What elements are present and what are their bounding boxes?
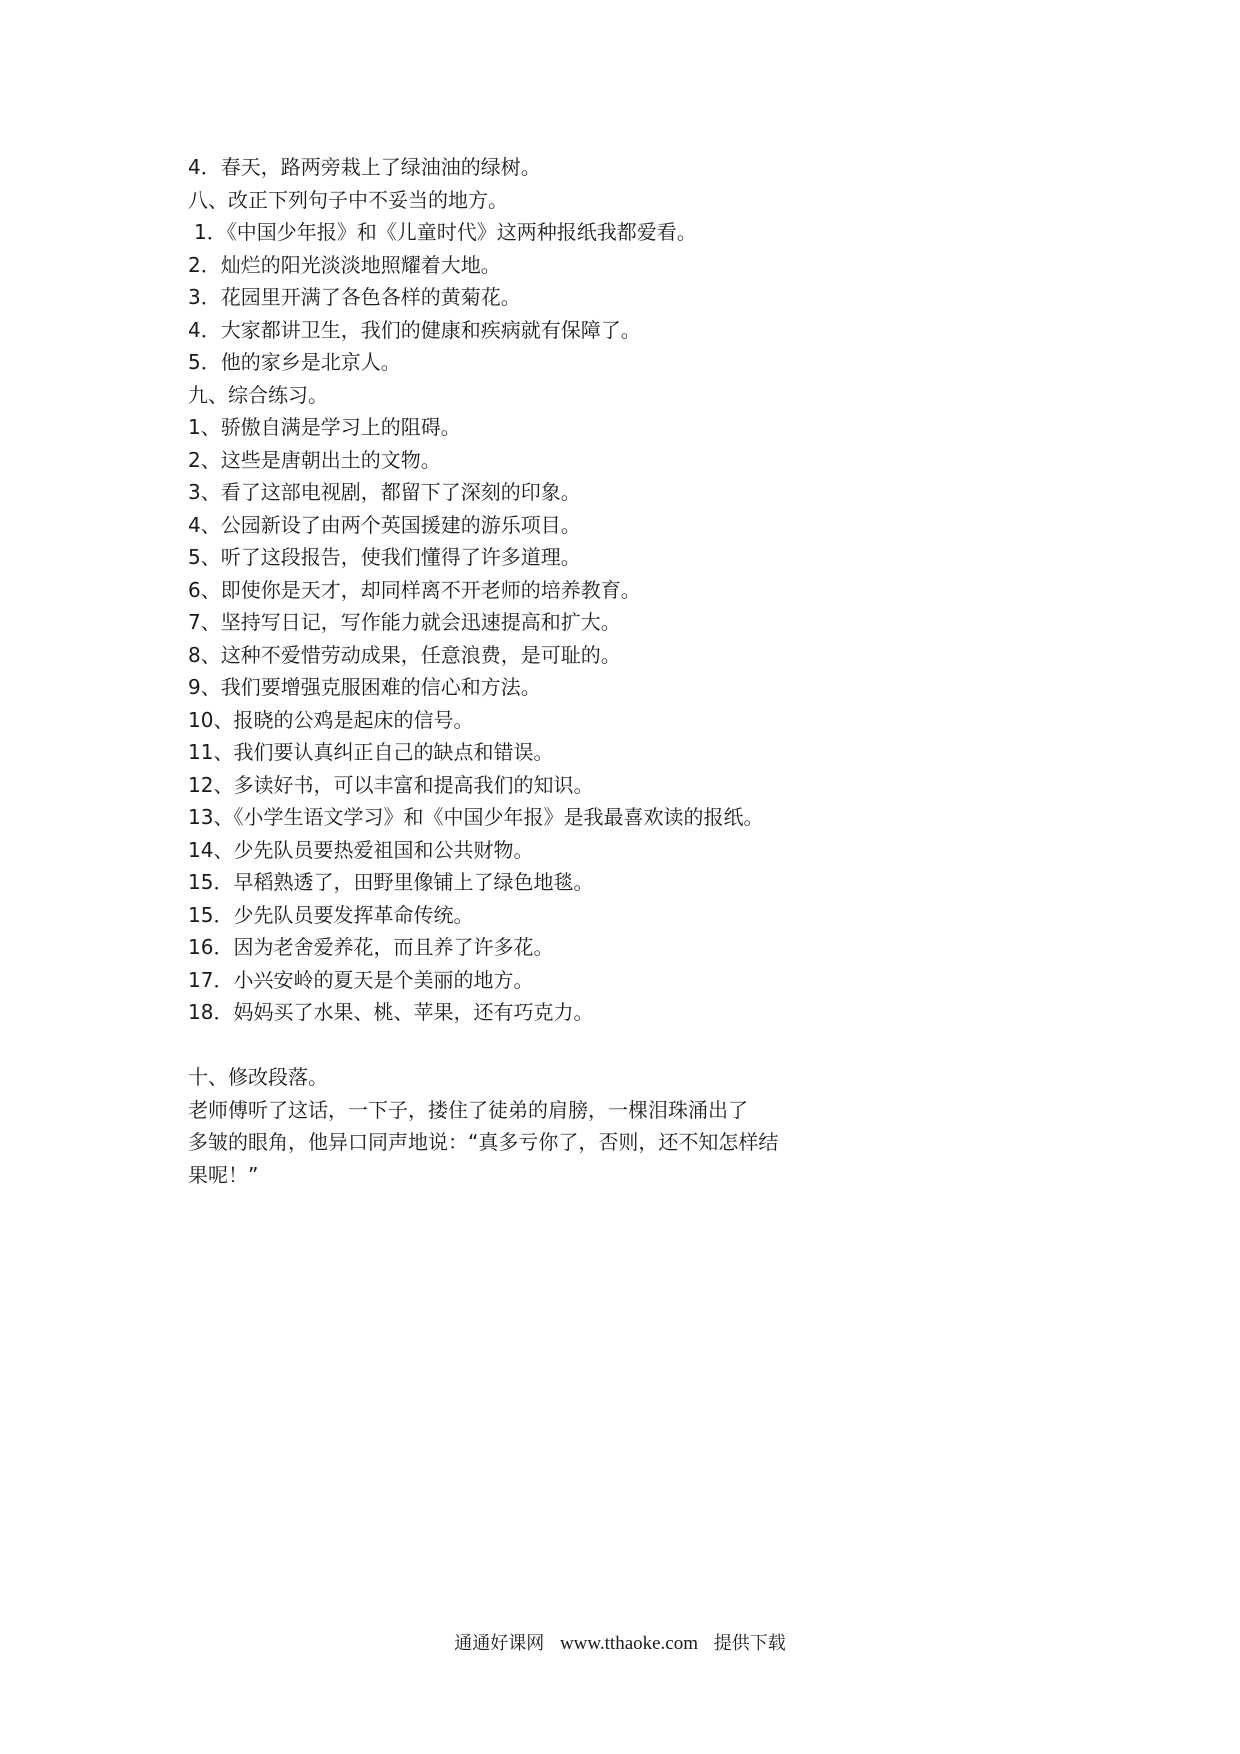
list-item: 2．灿烂的阳光淡淡地照耀着大地。: [188, 252, 501, 277]
list-item: 8、这种不爱惜劳动成果，任意浪费，是可耻的。: [188, 642, 621, 667]
section-heading-8: 八、改正下列句子中不妥当的地方。: [188, 187, 508, 212]
list-item: 7、坚持写日记，写作能力就会迅速提高和扩大。: [188, 610, 621, 634]
list-item: 15．少先队员要发挥革命传统。: [188, 902, 474, 927]
text-line: 4．春天，路两旁栽上了绿油油的绿树。: [188, 155, 541, 179]
paragraph-line: 多皱的眼角，他异口同声地说：“真多亏你了，否则，还不知怎样结: [188, 1130, 779, 1154]
list-item: 3、看了这部电视剧，都留下了深刻的印象。: [188, 480, 581, 504]
list-item: 9、我们要增强克服困难的信心和方法。: [188, 675, 541, 699]
list-item: 1．《中国少年报》和《儿童时代》这两种报纸我都爱看。: [194, 220, 697, 244]
list-item: 11、我们要认真纠正自己的缺点和错误。: [188, 740, 554, 764]
list-item: 1、骄傲自满是学习上的阻碍。: [188, 415, 461, 439]
list-item: 2、这些是唐朝出土的文物。: [188, 447, 441, 472]
list-item: 4．大家都讲卫生，我们的健康和疾病就有保障了。: [188, 317, 641, 342]
list-item: 16．因为老舍爱养花，而且养了许多花。: [188, 935, 554, 959]
list-item: 4、公园新设了由两个英国援建的游乐项目。: [188, 512, 581, 537]
footer-suffix: 提供下载: [713, 1633, 786, 1654]
blank-line: [188, 1029, 1088, 1062]
section-heading-9: 九、综合练习。: [188, 382, 328, 407]
list-item: 14、少先队员要热爱祖国和公共财物。: [188, 837, 534, 862]
list-item: 12、多读好书，可以丰富和提高我们的知识。: [188, 772, 594, 797]
section-heading-10: 十、修改段落。: [188, 1065, 328, 1089]
list-item: 18．妈妈买了水果、桃、苹果，还有巧克力。: [188, 1000, 594, 1024]
footer-site-name: 通通好课网: [454, 1633, 545, 1654]
list-item: 10、报晓的公鸡是起床的信号。: [188, 707, 474, 732]
list-item: 5．他的家乡是北京人。: [188, 350, 401, 374]
list-item: 5、听了这段报告，使我们懂得了许多道理。: [188, 545, 581, 569]
list-item: 17．小兴安岭的夏天是个美丽的地方。: [188, 967, 534, 992]
list-item: 6、即使你是天才，却同样离不开老师的培养教育。: [188, 577, 641, 602]
page-footer: [0, 1632, 1240, 1656]
footer-url: www.tthaoke.com: [559, 1633, 699, 1654]
list-item: 15．早稻熟透了，田野里像铺上了绿色地毯。: [188, 870, 594, 894]
list-item: 3．花园里开满了各色各样的黄菊花。: [188, 285, 521, 309]
list-item: 13、《小学生语文学习》和《中国少年报》是我最喜欢读的报纸。: [188, 805, 764, 829]
paragraph-line: 老师傅听了这话，一下子，搂住了徒弟的肩膀，一棵泪珠涌出了: [188, 1097, 748, 1122]
document-body: [188, 151, 1088, 1191]
paragraph-line: 果呢！”: [188, 1162, 259, 1187]
